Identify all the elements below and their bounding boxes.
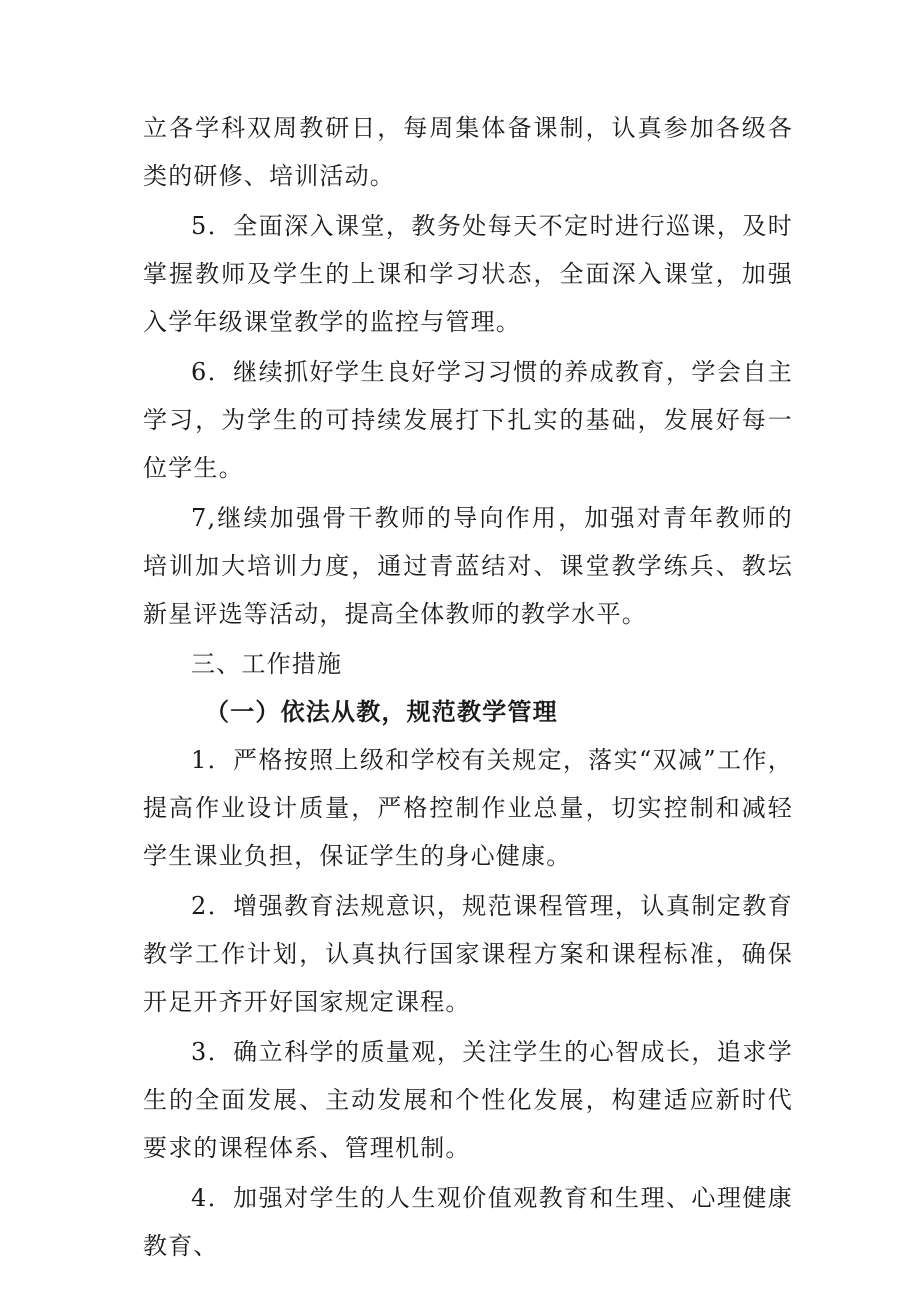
- paragraph-measure-3: 3．确立科学的质量观，关注学生的心智成长，追求学生的全面发展、主动发展和个性化发展，构建适应新时代要求的课程体系、管理机制。: [143, 1038, 793, 1162]
- paragraph-item-7: 7,继续加强骨干教师的导向作用，加强对青年教师的培训加大培训力度，通过青蓝结对、课堂教学练兵、教坛新星评选等活动，提高全体教师的教学水平。: [143, 504, 793, 628]
- section-heading: 三、工作措施: [191, 650, 343, 678]
- document-page: [143, 104, 793, 1270]
- paragraph-measure-1: 1．严格按照上级和学校有关规定，落实“双减”工作，提高作业设计质量，严格控制作业总量，切实控制和减轻学生课业负担，保证学生的身心健康。: [143, 746, 793, 870]
- paragraph-measure-2: 2．增强教育法规意识，规范课程管理，认真制定教育教学工作计划，认真执行国家课程方案和课程标准，确保开足开齐开好国家规定课程。: [143, 892, 793, 1016]
- paragraph-measure-4: 4．加强对学生的人生观价值观教育和生理、心理健康教育、: [143, 1184, 793, 1260]
- paragraph-item-6: 6．继续抓好学生良好学习习惯的养成教育，学会自主学习，为学生的可持续发展打下扎实的基础，发展好每一位学生。: [143, 358, 793, 482]
- subsection-heading: （一）依法从教，规范教学管理: [205, 697, 558, 726]
- paragraph-item-5: 5．全面深入课堂，教务处每天不定时进行巡课，及时掌握教师及学生的上课和学习状态，全面深入课堂，加强入学年级课堂教学的监控与管理。: [143, 212, 793, 336]
- paragraph-continued: 立各学科双周教研日，每周集体备课制，认真参加各级各类的研修、培训活动。: [143, 114, 793, 190]
